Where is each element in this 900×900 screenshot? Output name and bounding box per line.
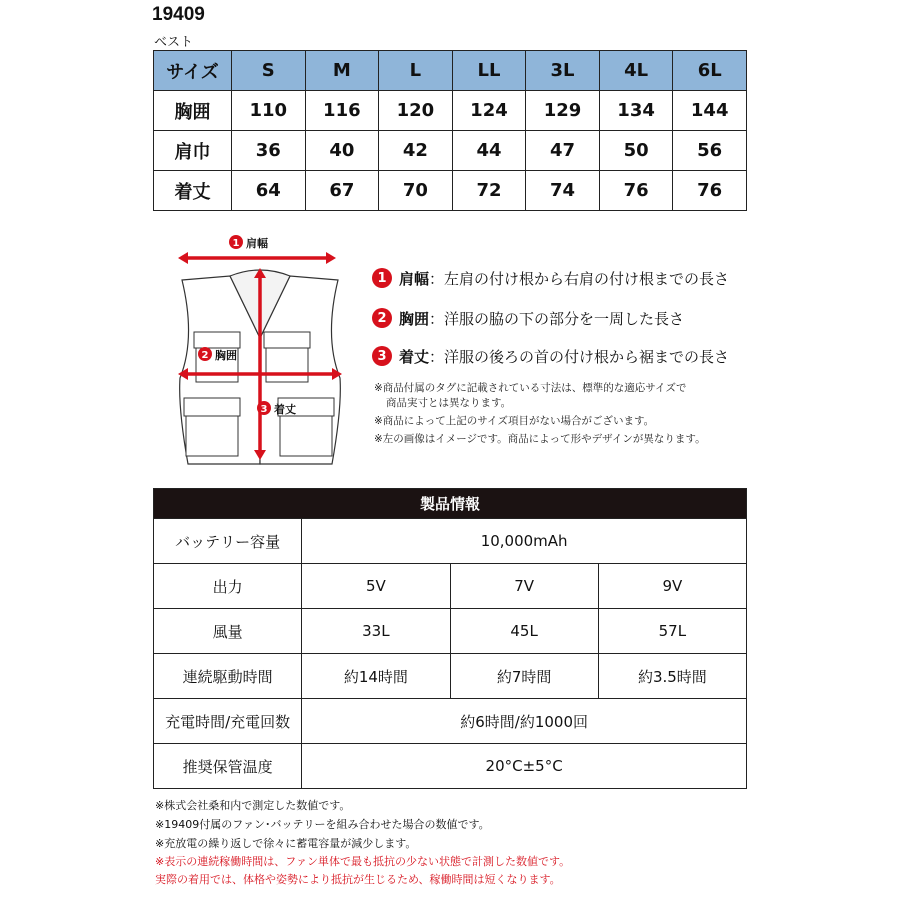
- size-cell: 70: [379, 171, 453, 211]
- row-label: 推奨保管温度: [154, 744, 302, 789]
- vest-diagram: [160, 228, 360, 478]
- small-note: ※商品によって上記のサイズ項目がない場合がございます。: [374, 415, 655, 427]
- size-cell: 144: [673, 91, 747, 131]
- product-info-table: [153, 488, 747, 789]
- measure-note-label: 胸囲: [399, 309, 430, 328]
- svg-text:肩幅: 肩幅: [246, 237, 268, 250]
- measure-note: [372, 266, 729, 290]
- footnote: ※株式会社桑和内で測定した数値です。: [155, 799, 351, 812]
- size-cell: 72: [452, 171, 526, 211]
- size-col-header: 4L: [599, 51, 673, 91]
- size-col-header: LL: [452, 51, 526, 91]
- svg-text:着丈: 着丈: [274, 403, 296, 416]
- table-row: [154, 699, 747, 744]
- size-cell: 76: [673, 171, 747, 211]
- row-label: 連続駆動時間: [154, 654, 302, 699]
- row-label: 肩巾: [154, 131, 232, 171]
- info-cell: 約14時間: [302, 654, 450, 699]
- measure-notes: [372, 262, 752, 462]
- number-badge: 1: [372, 268, 392, 288]
- size-cell: 42: [379, 131, 453, 171]
- measure-note-text: ：洋服の後ろの首の付け根から裾までの長さ: [429, 347, 730, 366]
- info-cell: 5V: [302, 564, 450, 609]
- svg-text:1: 1: [232, 238, 240, 249]
- size-cell: 110: [232, 91, 306, 131]
- info-cell: 7V: [450, 564, 598, 609]
- info-cell: 9V: [598, 564, 746, 609]
- footnote-warning: 実際の着用では、体格や姿勢により抵抗が生じるため、稼働時間は短くなります。: [155, 873, 561, 886]
- size-cell: 36: [232, 131, 306, 171]
- product-category: ベスト: [154, 35, 194, 50]
- table-row: [154, 171, 747, 211]
- diagram-label-shoulder: [229, 235, 268, 250]
- size-col-header: 6L: [673, 51, 747, 91]
- number-badge: 3: [372, 346, 392, 366]
- size-table: [153, 50, 747, 211]
- size-cell: 116: [305, 91, 379, 131]
- size-cell: 74: [526, 171, 600, 211]
- product-info-title: 製品情報: [154, 489, 747, 519]
- measure-note-label: 肩幅: [399, 269, 430, 288]
- size-cell: 40: [305, 131, 379, 171]
- size-cell: 76: [599, 171, 673, 211]
- size-col-header: サイズ: [154, 51, 232, 91]
- size-cell: 120: [379, 91, 453, 131]
- size-cell: 124: [452, 91, 526, 131]
- table-row: [154, 131, 747, 171]
- row-label: 風量: [154, 609, 302, 654]
- row-label: 胸囲: [154, 91, 232, 131]
- small-note: ※商品付属のタグに記載されている寸法は、標準的な適応サイズで: [374, 382, 687, 394]
- info-cell: 45L: [450, 609, 598, 654]
- info-cell: 約3.5時間: [598, 654, 746, 699]
- small-note: ※左の画像はイメージです。商品によって形やデザインが異なります。: [374, 433, 706, 445]
- size-cell: 47: [526, 131, 600, 171]
- size-cell: 64: [232, 171, 306, 211]
- info-cell: 57L: [598, 609, 746, 654]
- small-note: 商品実寸とは異なります。: [386, 397, 512, 409]
- table-row: [154, 654, 747, 699]
- row-label: 着丈: [154, 171, 232, 211]
- info-cell: 33L: [302, 609, 450, 654]
- row-label: バッテリー容量: [154, 519, 302, 564]
- size-cell: 67: [305, 171, 379, 211]
- size-cell: 50: [599, 131, 673, 171]
- info-cell: 10,000mAh: [302, 519, 747, 564]
- measure-note-text: ：洋服の脇の下の部分を一周した長さ: [429, 309, 685, 328]
- footnote-warning: ※表示の連続稼働時間は、ファン単体で最も抵抗の少ない状態で計測した数値です。: [155, 855, 571, 868]
- info-cell: 20°C±5°C: [302, 744, 747, 789]
- row-label: 出力: [154, 564, 302, 609]
- size-col-header: M: [305, 51, 379, 91]
- table-row: [154, 564, 747, 609]
- svg-text:2: 2: [201, 350, 209, 361]
- product-info-header: [154, 489, 747, 519]
- table-row: [154, 91, 747, 131]
- measure-note-label: 着丈: [399, 347, 430, 366]
- measure-note: [372, 344, 729, 368]
- size-col-header: S: [232, 51, 306, 91]
- diagram-label-length: [257, 401, 296, 416]
- size-col-header: 3L: [526, 51, 600, 91]
- row-label: 充電時間/充電回数: [154, 699, 302, 744]
- diagram-label-chest: [198, 347, 237, 362]
- info-cell: 約6時間/約1000回: [302, 699, 747, 744]
- number-badge: 2: [372, 308, 392, 328]
- size-cell: 134: [599, 91, 673, 131]
- footnote: ※19409付属のファン･バッテリーを組み合わせた場合の数値です。: [155, 818, 490, 831]
- table-row: [154, 519, 747, 564]
- measure-note: [372, 306, 684, 330]
- product-code: 19409: [152, 4, 205, 25]
- table-row: [154, 744, 747, 789]
- info-cell: 約7時間: [450, 654, 598, 699]
- svg-text:3: 3: [260, 404, 268, 415]
- table-row: [154, 609, 747, 654]
- svg-text:胸囲: 胸囲: [215, 349, 237, 362]
- footnote: ※充放電の繰り返しで徐々に蓄電容量が減少します。: [155, 837, 417, 850]
- measure-note-text: ：左肩の付け根から右肩の付け根までの長さ: [429, 269, 730, 288]
- size-col-header: L: [379, 51, 453, 91]
- size-cell: 56: [673, 131, 747, 171]
- size-table-header-row: [154, 51, 747, 91]
- size-cell: 129: [526, 91, 600, 131]
- size-cell: 44: [452, 131, 526, 171]
